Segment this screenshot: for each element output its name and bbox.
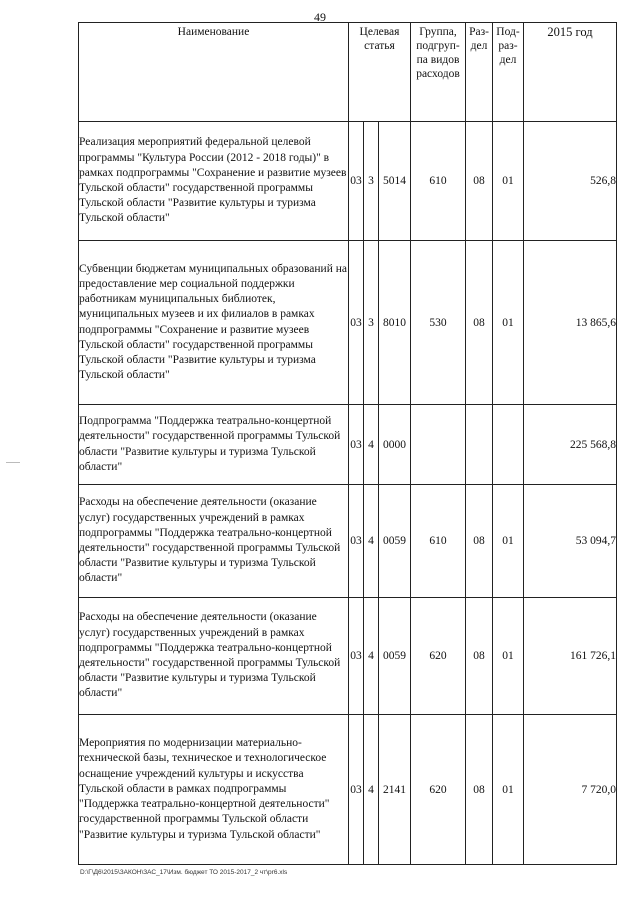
target-code-3: 0059 [379,485,411,598]
amount-2015: 526,8 [524,122,617,241]
target-code-1: 03 [349,598,364,715]
row-name: Расходы на обеспечение деятельности (оказание услуг) государственных учреждений в рамках подпрограммы "Поддержка театрально-концертной деятельности" государственной программы Тульской области "Развитие культуры и туризма Тульской области" [79,485,349,598]
section-code: 08 [466,598,493,715]
table-row [79,598,617,715]
section-code: 08 [466,122,493,241]
target-code-3: 8010 [379,241,411,405]
target-code-2: 4 [364,598,379,715]
target-code-3: 2141 [379,715,411,865]
expense-group: 610 [411,485,466,598]
header-target-article: Целевая статья [349,23,411,122]
section-code: 08 [466,485,493,598]
target-code-1: 03 [349,241,364,405]
subsection-code: 01 [493,241,524,405]
expense-group: 620 [411,715,466,865]
table-row [79,485,617,598]
target-code-1: 03 [349,485,364,598]
header-name: Наименование [79,23,349,122]
expense-group [411,405,466,485]
table-row [79,715,617,865]
target-code-1: 03 [349,715,364,865]
table-row [79,122,617,241]
subsection-code: 01 [493,485,524,598]
target-code-2: 3 [364,122,379,241]
section-code: 08 [466,241,493,405]
amount-2015: 53 094,7 [524,485,617,598]
header-year: 2015 год [524,23,617,122]
header-group: Группа, подгруп-па видов расходов [411,23,466,122]
amount-2015: 225 568,8 [524,405,617,485]
file-path-footer: D:\Г\Д6\2015\ЗАКОН\ЗАС_17\Изм. бюджет ТО 2015-2017_2 чт\pr6.xls [80,869,288,876]
table-row [79,405,617,485]
target-code-1: 03 [349,122,364,241]
expense-group: 610 [411,122,466,241]
row-name: Расходы на обеспечение деятельности (оказание услуг) государственных учреждений в рамках подпрограммы "Поддержка театрально-концертной деятельности" государственной программы Тульской области "Развитие культуры и туризма Тульской области" [79,598,349,715]
table-row [79,241,617,405]
section-code: 08 [466,715,493,865]
target-code-2: 4 [364,485,379,598]
expense-group: 620 [411,598,466,715]
subsection-code [493,405,524,485]
row-name: Субвенции бюджетам муниципальных образований на предоставление мер социальной поддержки работникам муниципальных библиотек, муниципальных музеев и их филиалов в рамках подпрограммы "Сохранение и развитие музеев Тульской области" государственной программы Тульской области "Развитие культуры и туризма Тульской области" [79,241,349,405]
row-name: Реализация мероприятий федеральной целевой программы "Культура России (2012 - 2018 годы)" в рамках подпрограммы "Сохранение и развитие музеев Тульской области" государственной программы Тульской области "Развитие культуры и туризма Тульской области" [79,122,349,241]
page-number: 49 [314,10,326,24]
margin-mark [6,462,20,463]
subsection-code: 01 [493,715,524,865]
amount-2015: 161 726,1 [524,598,617,715]
header-subsection: Под-раз-дел [493,23,524,122]
target-code-2: 3 [364,241,379,405]
target-code-3: 0059 [379,598,411,715]
target-code-1: 03 [349,405,364,485]
target-code-2: 4 [364,715,379,865]
subsection-code: 01 [493,598,524,715]
header-section: Раз-дел [466,23,493,122]
target-code-2: 4 [364,405,379,485]
section-code [466,405,493,485]
expense-group: 530 [411,241,466,405]
row-name: Подпрограмма "Поддержка театрально-концертной деятельности" государственной программы Тульской области "Развитие культуры и туризма Тульской области" [79,405,349,485]
header-row [79,23,617,122]
budget-table [78,22,617,865]
target-code-3: 5014 [379,122,411,241]
subsection-code: 01 [493,122,524,241]
target-code-3: 0000 [379,405,411,485]
row-name: Мероприятия по модернизации материально-технической базы, техническое и технологическое оснащение учреждений культуры и искусства Тульской области в рамках подпрограммы "Поддержка театрально-концертной деятельности" государственной программы Тульской области "Развитие культуры и туризма Тульской области" [79,715,349,865]
amount-2015: 13 865,6 [524,241,617,405]
amount-2015: 7 720,0 [524,715,617,865]
